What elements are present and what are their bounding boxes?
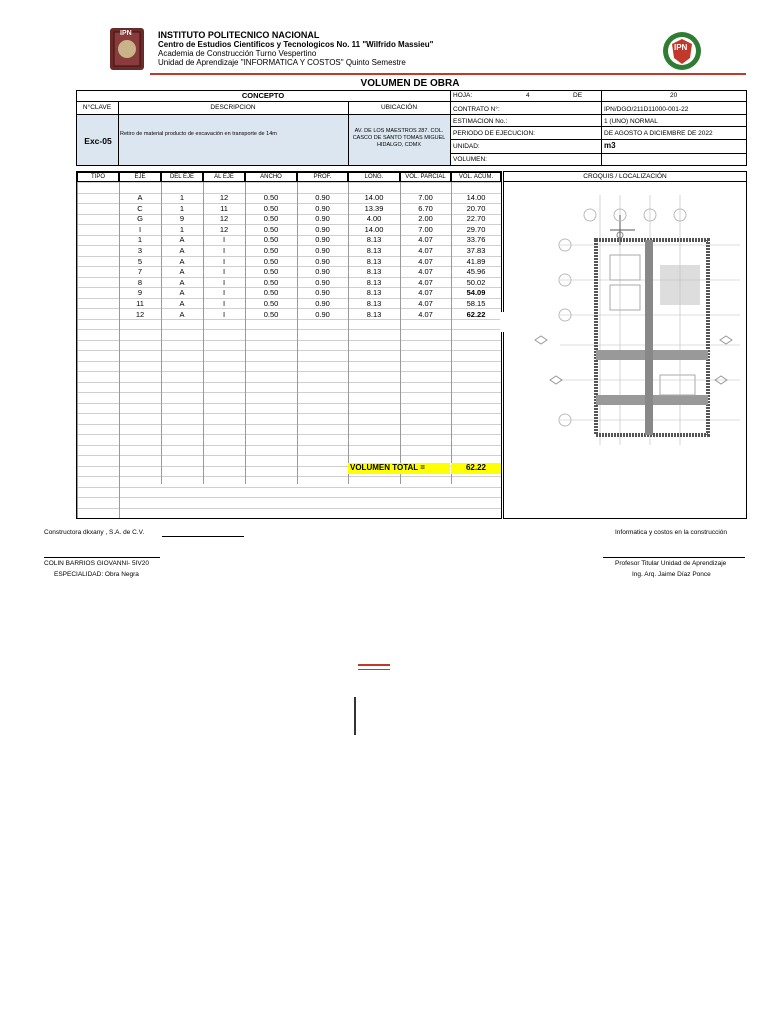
table-cell: 0.90 [315, 224, 330, 234]
row-line [77, 392, 501, 393]
table-cell: A [179, 235, 185, 245]
table-cell: 37.83 [466, 246, 486, 255]
table-cell: 0.90 [315, 214, 330, 224]
professor-signature-line [603, 557, 745, 558]
table-cell: 1 [179, 203, 185, 213]
divider [450, 126, 747, 127]
column-header: EJE [119, 172, 161, 182]
table-cell: 0.50 [263, 235, 279, 245]
table-cell: 14.00 [364, 193, 384, 202]
student-name: COLIN BARRIOS GIOVANNI- 5IV20 [44, 560, 149, 567]
table-cell: 11 [220, 203, 228, 213]
estimacion-value: 1 (UNO) NORMAL [604, 118, 658, 125]
table-cell: I [222, 309, 226, 319]
table-cell: 54.09 [466, 288, 486, 298]
ubicacion-label: UBICACIÓN [380, 104, 418, 111]
table-cell: 14.00 [466, 193, 486, 202]
divider [450, 153, 747, 154]
table-cell: 0.90 [315, 203, 330, 213]
row-line [77, 424, 501, 425]
row-line [77, 340, 501, 341]
row-line [77, 182, 501, 183]
table-cell: 0.90 [315, 193, 330, 202]
table-cell: I [222, 277, 226, 287]
table-cell: A [179, 267, 185, 277]
professor-title: Profesor Titular Unidad de Aprendizaje [615, 560, 727, 567]
row-line [77, 319, 501, 320]
table-cell: 0.50 [263, 246, 279, 255]
table-cell: 1 [179, 193, 185, 202]
ubicacion-value: AV. DE LOS MAESTROS 287. COL. CASCO DE SANTO TOMAS MIGUEL HIDALGO, CDMX [352, 128, 446, 148]
academy-name: Academia de Construcción Turno Vespertino [158, 49, 317, 58]
table-cell: I [222, 267, 226, 277]
table-cell: 8.13 [366, 299, 382, 308]
table-cell: 0.50 [263, 288, 279, 298]
unit-name: Unidad de Aprendizaje "INFORMATICA Y COSTOS" Quinto Semestre [158, 58, 406, 67]
table-cell: 12 [135, 309, 145, 319]
table-cell: A [179, 246, 185, 255]
row-line [77, 382, 501, 383]
column-header: ANCHO [245, 172, 297, 182]
table-cell: 8 [137, 277, 143, 287]
row-line [77, 329, 501, 330]
total-label: VOLUMEN TOTAL = [350, 463, 425, 472]
table-cell: 0.50 [263, 203, 279, 213]
row-line [77, 371, 501, 372]
table-cell: 45.96 [466, 267, 486, 277]
course-name: Informatica y costos en la construcción [615, 529, 727, 536]
decorative-red-mark [358, 669, 390, 670]
table-cell: 0.50 [263, 193, 279, 202]
table-cell: 5 [137, 256, 143, 266]
table-cell: I [222, 288, 226, 298]
table-cell: I [222, 235, 226, 245]
table-cell: A [179, 277, 185, 287]
table-cell: 4.07 [418, 256, 433, 266]
table-cell: 58.15 [466, 299, 486, 308]
column-header: VOL. PARCIAL [400, 172, 451, 182]
table-cell: 8.13 [366, 256, 382, 266]
table-cell: 8.13 [366, 277, 382, 287]
column-header: DEL EJE [161, 172, 203, 182]
table-cell: I [222, 246, 226, 255]
unidad-label: UNIDAD: [453, 143, 480, 150]
floor-plan-drawing [520, 185, 745, 455]
column-header: AL EJE [203, 172, 245, 182]
table-cell: 11 [136, 299, 144, 308]
table-cell: 0.50 [263, 299, 279, 308]
table-cell: 14.00 [364, 224, 384, 234]
table-cell: A [137, 193, 143, 202]
table-cell: 0.50 [263, 267, 279, 277]
student-specialty: ESPECIALIDAD: Obra Negra [54, 571, 139, 578]
column-header: TIPO [77, 172, 119, 182]
estimacion-label: ESTIMACION No.: [453, 118, 508, 125]
row-line [77, 476, 501, 477]
row-line [77, 455, 501, 456]
concepto-label: CONCEPTO [241, 91, 285, 100]
row-line [77, 361, 501, 362]
table-cell: 0.90 [315, 309, 330, 319]
table-cell: 8.13 [366, 309, 382, 319]
table-cell: 9 [179, 214, 185, 224]
table-cell: 6.70 [418, 203, 433, 213]
center-name: Centro de Estudios Cientificos y Tecnologicos No. 11 "Wilfrido Massieu" [158, 40, 434, 49]
table-cell: 4.07 [418, 277, 433, 287]
ipn-logo-right [662, 30, 702, 72]
table-cell: 4.07 [418, 267, 433, 277]
table-cell: 4.07 [418, 288, 433, 298]
table-cell: A [179, 288, 185, 298]
de-label: DE [573, 92, 583, 99]
croquis-white-gap [500, 312, 505, 332]
contrato-label: CONTRATO N°: [453, 106, 500, 113]
table-cell: 4.00 [366, 214, 382, 224]
table-cell: 12 [219, 193, 229, 202]
volumen-label: VOLUMEN: [453, 156, 487, 163]
table-cell: 4.07 [418, 309, 433, 319]
unidad-value: m3 [604, 141, 616, 150]
descripcion-value: Retiro de material producto de excavación en transporte de 14m [120, 131, 277, 137]
row-line [77, 487, 501, 488]
professor-name: Ing. Arq. Jaime Díaz Ponce [632, 571, 711, 578]
table-cell: 1 [179, 224, 185, 234]
divider [503, 181, 747, 182]
table-cell: 12 [219, 214, 229, 224]
divider [450, 101, 747, 102]
table-cell: 7 [137, 267, 143, 277]
ipn-logo-left [108, 26, 146, 72]
table-cell: G [137, 214, 143, 224]
table-cell: 8.13 [366, 246, 382, 255]
table-cell: 0.90 [315, 235, 330, 245]
table-cell: 0.50 [263, 214, 279, 224]
table-cell: A [179, 256, 185, 266]
table-cell: I [222, 299, 226, 308]
row-line [77, 403, 501, 404]
contrato-value: IPN/DGO/211D11000-001-22 [604, 106, 689, 113]
table-cell: 0.90 [315, 246, 330, 255]
hoja-label: HOJA: [453, 92, 473, 99]
table-cell: 33.76 [466, 235, 486, 245]
student-signature-line [44, 557, 160, 558]
table-cell: 0.50 [263, 309, 279, 319]
form-title: VOLUMEN DE OBRA [360, 78, 460, 89]
table-cell: 0.90 [315, 267, 330, 277]
table-cell: 0.90 [315, 288, 330, 298]
row-line [77, 497, 501, 498]
table-cell: 4.07 [418, 235, 433, 245]
table-cell: 0.50 [263, 224, 279, 234]
table-cell: 41.89 [466, 256, 486, 266]
decorative-red-mark [358, 664, 390, 666]
table-cell: 4.07 [418, 246, 433, 255]
col-divider [348, 101, 349, 166]
row-line [77, 508, 501, 509]
column-header: VOL. ACUM. [451, 172, 501, 182]
divider [450, 139, 747, 140]
institution-title: INSTITUTO POLITECNICO NACIONAL [158, 30, 320, 40]
logo-left-text: IPN [120, 30, 132, 37]
table-cell: 12 [219, 224, 229, 234]
table-cell: 29.70 [466, 224, 486, 234]
col-divider [601, 90, 602, 166]
logo-right-text: IPN [674, 43, 688, 52]
divider [76, 101, 450, 102]
table-cell: 2.00 [418, 214, 433, 224]
total-value: 62.22 [465, 463, 487, 472]
company-name: Constructora dkxany , S.A. de C.V. [44, 529, 145, 536]
row-line [77, 350, 501, 351]
table-cell: 0.50 [263, 277, 279, 287]
table-cell: 0.90 [315, 299, 330, 308]
table-cell: C [137, 203, 143, 213]
table-cell: A [179, 309, 185, 319]
table-cell: 8.13 [366, 267, 382, 277]
table-cell: 0.90 [315, 256, 330, 266]
row-line [77, 445, 501, 446]
table-cell: 62.22 [466, 309, 486, 319]
table-cell: 9 [137, 288, 143, 298]
header-red-rule [150, 73, 746, 75]
table-cell: 1 [137, 235, 143, 245]
row-line [77, 434, 501, 435]
col-divider [118, 101, 119, 166]
descripcion-label: DESCRIPCION [210, 104, 256, 111]
col-line [77, 182, 78, 518]
table-cell: 8.13 [366, 235, 382, 245]
hoja-value: 4 [526, 92, 530, 99]
table-cell: 8.13 [366, 288, 382, 298]
clave-label: N°CLAVE [82, 104, 112, 111]
table-cell: 0.90 [315, 277, 330, 287]
company-signature-line [162, 536, 244, 537]
table-cell: 13.39 [364, 203, 384, 213]
croquis-label: CROQUIS / LOCALIZACIÓN [583, 173, 667, 180]
table-cell: 20.70 [466, 203, 486, 213]
table-cell: 3 [137, 246, 143, 255]
table-cell: 22.70 [466, 214, 486, 224]
column-header: PROF. [297, 172, 348, 182]
divider [450, 114, 747, 115]
decorative-vertical-bar [354, 697, 356, 735]
table-cell: 50.02 [466, 277, 486, 287]
table-cell: I [138, 224, 142, 234]
table-cell: 0.50 [263, 256, 279, 266]
table-cell: I [222, 256, 226, 266]
table-cell: 4.07 [418, 299, 433, 308]
row-line [77, 413, 501, 414]
table-cell: 7.00 [418, 193, 433, 202]
periodo-label: PERIODO DE EJECUCION: [453, 130, 535, 137]
clave-value: Exc-05 [84, 136, 112, 146]
table-cell: 7.00 [418, 224, 433, 234]
periodo-value: DE AGOSTO A DICIEMBRE DE 2022 [604, 130, 713, 137]
de-value: 20 [670, 92, 678, 99]
table-cell: A [179, 299, 185, 308]
column-header: LONG. [348, 172, 400, 182]
